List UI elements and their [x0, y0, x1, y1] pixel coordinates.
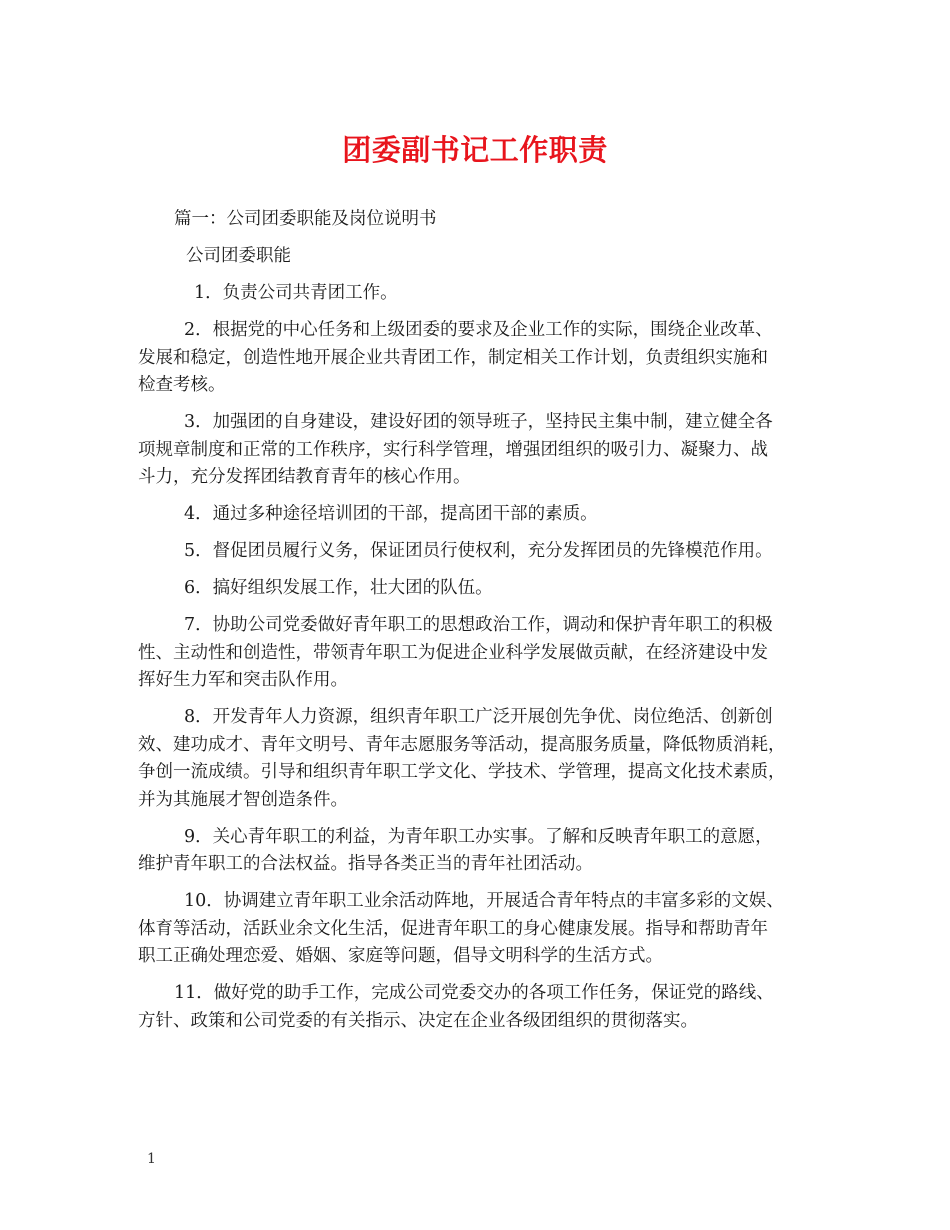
paragraph-line: 9．关心青年职工的利益，为青年职工办实事。了解和反映青年职工的意愿， [184, 826, 773, 847]
paragraph [138, 243, 828, 271]
paragraph-line: 挥好生力军和突击队作用。 [138, 670, 348, 690]
paragraph-gap [138, 400, 828, 410]
paragraph-line: 3．加强团的自身建设，建设好团的领导班子，坚持民主集中制，建立健全各 [184, 412, 773, 432]
paragraph [138, 206, 828, 234]
paragraph [138, 704, 828, 814]
paragraph-gap [138, 492, 828, 502]
paragraph-line: 8．开发青年人力资源，组织青年职工广泛开展创先争优、岗位绝活、创新创 [184, 707, 773, 727]
paragraph-line: 篇一：公司团委职能及岗位说明书 [174, 209, 437, 229]
paragraph-line: 检查考核。 [138, 375, 226, 395]
paragraph-line: 10．协调建立青年职工业余活动阵地，开展适合青年特点的丰富多彩的文娱、 [184, 891, 784, 911]
paragraph-gap [138, 308, 828, 318]
paragraph-line: 1．负责公司共青团工作。 [194, 283, 398, 303]
paragraph-line: 公司团委职能 [186, 246, 291, 266]
paragraph-gap [138, 695, 828, 705]
paragraph-line: 项规章制度和正常的工作秩序，实行科学管理，增强团组织的吸引力、凝聚力、战 [138, 439, 768, 460]
paragraph-line: 发展和稳定，创造性地开展企业共青团工作，制定相关工作计划，负责组织实施和 [138, 347, 768, 368]
paragraph-line: 并为其施展才智创造条件。 [138, 789, 348, 810]
paragraph [138, 501, 828, 529]
paragraph [138, 538, 828, 566]
paragraph-line: 维护青年职工的合法权益。指导各类正当的青年社团活动。 [138, 854, 593, 874]
paragraph-gap [138, 529, 828, 539]
paragraph-line: 职工正确处理恋爱、婚姻、家庭等问题，倡导文明科学的生活方式。 [138, 946, 663, 966]
paragraph-line: 性、主动性和创造性，带领青年职工为促进企业科学发展做贡献，在经济建设中发 [138, 642, 768, 663]
paragraph [138, 575, 828, 603]
paragraph-gap [138, 566, 828, 576]
paragraph-line: 11．做好党的助手工作，完成公司党委交办的各项工作任务，保证党的路线、 [174, 983, 774, 1003]
paragraph-line: 体育等活动，活跃业余文化生活，促进青年职工的身心健康发展。指导和帮助青年 [138, 918, 768, 939]
paragraph [138, 824, 828, 879]
paragraph-line: 5．督促团员履行义务，保证团员行使权利，充分发挥团员的先锋模范作用。 [184, 541, 773, 561]
page-title: 团委副书记工作职责 [342, 133, 608, 167]
paragraph-gap [138, 271, 828, 281]
paragraph-line: 斗力，充分发挥团结教育青年的核心作用。 [138, 467, 471, 487]
paragraph [138, 888, 828, 971]
paragraph [138, 280, 828, 308]
page-number: 1 [147, 1151, 156, 1167]
paragraph-line: 6．搞好组织发展工作，壮大团的队伍。 [184, 578, 493, 598]
paragraph-line: 方针、政策和公司党委的有关指示、决定在企业各级团组织的贯彻落实。 [138, 1010, 698, 1031]
paragraph-gap [138, 814, 828, 824]
paragraph-line: 7．协助公司党委做好青年职工的思想政治工作，调动和保护青年职工的积极 [184, 615, 773, 635]
paragraph-gap [138, 234, 828, 244]
paragraph [138, 317, 828, 400]
paragraph [138, 980, 828, 1035]
paragraph-gap [138, 879, 828, 889]
paragraph-gap [138, 603, 828, 613]
paragraph [138, 409, 828, 492]
paragraph-line: 争创一流成绩。引导和组织青年职工学文化、学技术、学管理，提高文化技术素质， [138, 762, 786, 782]
paragraph [138, 612, 828, 695]
document-body [138, 206, 828, 1035]
paragraph-line: 2．根据党的中心任务和上级团委的要求及企业工作的实际，围绕企业改革、 [184, 320, 773, 340]
paragraph-line: 效、建功成才、青年文明号、青年志愿服务等活动，提高服务质量，降低物质消耗， [138, 734, 786, 755]
paragraph-gap [138, 971, 828, 981]
paragraph-line: 4．通过多种途径培训团的干部，提高团干部的素质。 [184, 504, 598, 524]
